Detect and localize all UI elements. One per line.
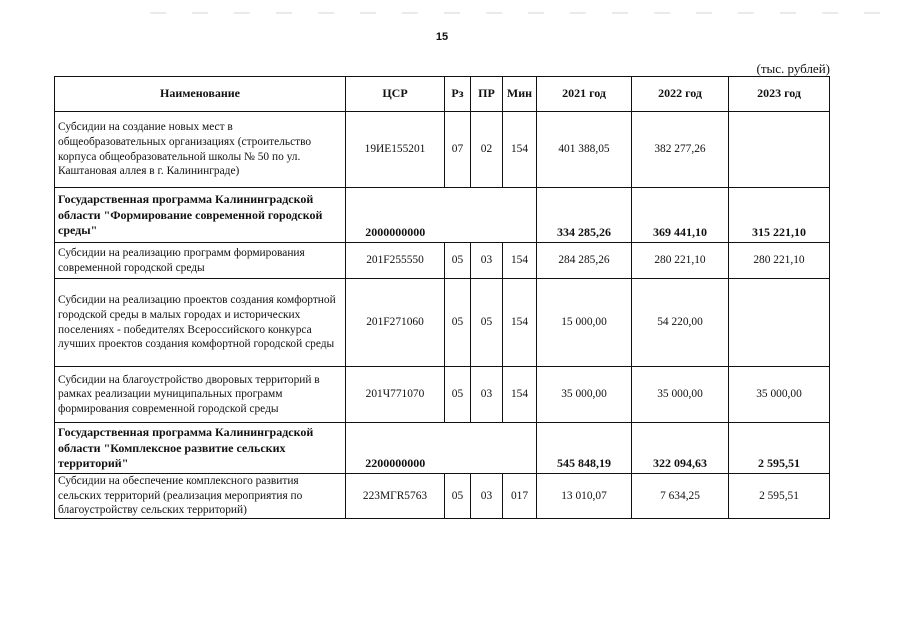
program-csr: 2000000000 [346, 188, 445, 243]
row-2022: 54 220,00 [632, 279, 729, 367]
header-min: Мин [503, 77, 537, 112]
row-csr: 201F255550 [346, 243, 445, 279]
row-2021: 401 388,05 [537, 112, 632, 188]
row-2021: 15 000,00 [537, 279, 632, 367]
row-2023 [729, 112, 830, 188]
row-2023: 2 595,51 [729, 474, 830, 519]
program-csr: 2200000000 [346, 423, 445, 474]
row-pr: 02 [471, 112, 503, 188]
row-2022: 35 000,00 [632, 367, 729, 423]
program-row [55, 423, 830, 474]
program-2023: 315 221,10 [729, 188, 830, 243]
row-name: Субсидии на обеспечение комплексного развития сельских территорий (реализация мероприятия по благоустройству сельских территорий) [55, 474, 346, 519]
header-rz: Рз [445, 77, 471, 112]
budget-table [54, 76, 830, 519]
row-pr: 05 [471, 279, 503, 367]
row-2023 [729, 279, 830, 367]
program-blank-codes [445, 188, 537, 243]
row-2022: 280 221,10 [632, 243, 729, 279]
row-csr: 201Ч771070 [346, 367, 445, 423]
row-pr: 03 [471, 243, 503, 279]
program-2022: 322 094,63 [632, 423, 729, 474]
row-name: Субсидии на реализацию проектов создания комфортной городской среды в малых городах и исторических поселениях - победителях Всероссийского конкурса лучших проектов создания комфортной городской среды [55, 279, 346, 367]
program-name: Государственная программа Калининградской области "Формирование современной городской среды" [55, 188, 346, 243]
program-name: Государственная программа Калининградской области "Комплексное развитие сельских территорий" [55, 423, 346, 474]
row-csr: 201F271060 [346, 279, 445, 367]
scan-noise [150, 12, 890, 14]
header-name: Наименование [55, 77, 346, 112]
row-2022: 7 634,25 [632, 474, 729, 519]
row-2021: 284 285,26 [537, 243, 632, 279]
row-csr: 19ИЕ155201 [346, 112, 445, 188]
row-min: 017 [503, 474, 537, 519]
program-blank-codes [445, 423, 537, 474]
table-row [55, 243, 830, 279]
row-csr: 223МГR5763 [346, 474, 445, 519]
table-row [55, 112, 830, 188]
table-row [55, 367, 830, 423]
row-rz: 05 [445, 279, 471, 367]
row-2021: 35 000,00 [537, 367, 632, 423]
row-name: Субсидии на создание новых мест в общеобразовательных организациях (строительство корпуса общеобразовательной школы № 50 по ул. Каштановая аллея в г. Калининграде) [55, 112, 346, 188]
program-2023: 2 595,51 [729, 423, 830, 474]
row-2023: 280 221,10 [729, 243, 830, 279]
row-2021: 13 010,07 [537, 474, 632, 519]
header-2023: 2023 год [729, 77, 830, 112]
row-name: Субсидии на благоустройство дворовых территорий в рамках реализации муниципальных программ формирования современной городской среды [55, 367, 346, 423]
header-2022: 2022 год [632, 77, 729, 112]
page-number: 15 [435, 31, 449, 43]
table-row [55, 474, 830, 519]
table-row [55, 279, 830, 367]
program-2021: 545 848,19 [537, 423, 632, 474]
header-2021: 2021 год [537, 77, 632, 112]
row-pr: 03 [471, 474, 503, 519]
program-row [55, 188, 830, 243]
header-pr: ПР [471, 77, 503, 112]
row-2022: 382 277,26 [632, 112, 729, 188]
program-2022: 369 441,10 [632, 188, 729, 243]
row-rz: 05 [445, 243, 471, 279]
header-csr: ЦСР [346, 77, 445, 112]
row-name: Субсидии на реализацию программ формирования современной городской среды [55, 243, 346, 279]
row-rz: 05 [445, 367, 471, 423]
program-2021: 334 285,26 [537, 188, 632, 243]
table-header-row [55, 77, 830, 112]
row-min: 154 [503, 367, 537, 423]
row-min: 154 [503, 243, 537, 279]
row-2023: 35 000,00 [729, 367, 830, 423]
unit-note: (тыс. рублей) [756, 61, 830, 76]
row-rz: 05 [445, 474, 471, 519]
row-min: 154 [503, 112, 537, 188]
row-min: 154 [503, 279, 537, 367]
row-rz: 07 [445, 112, 471, 188]
row-pr: 03 [471, 367, 503, 423]
